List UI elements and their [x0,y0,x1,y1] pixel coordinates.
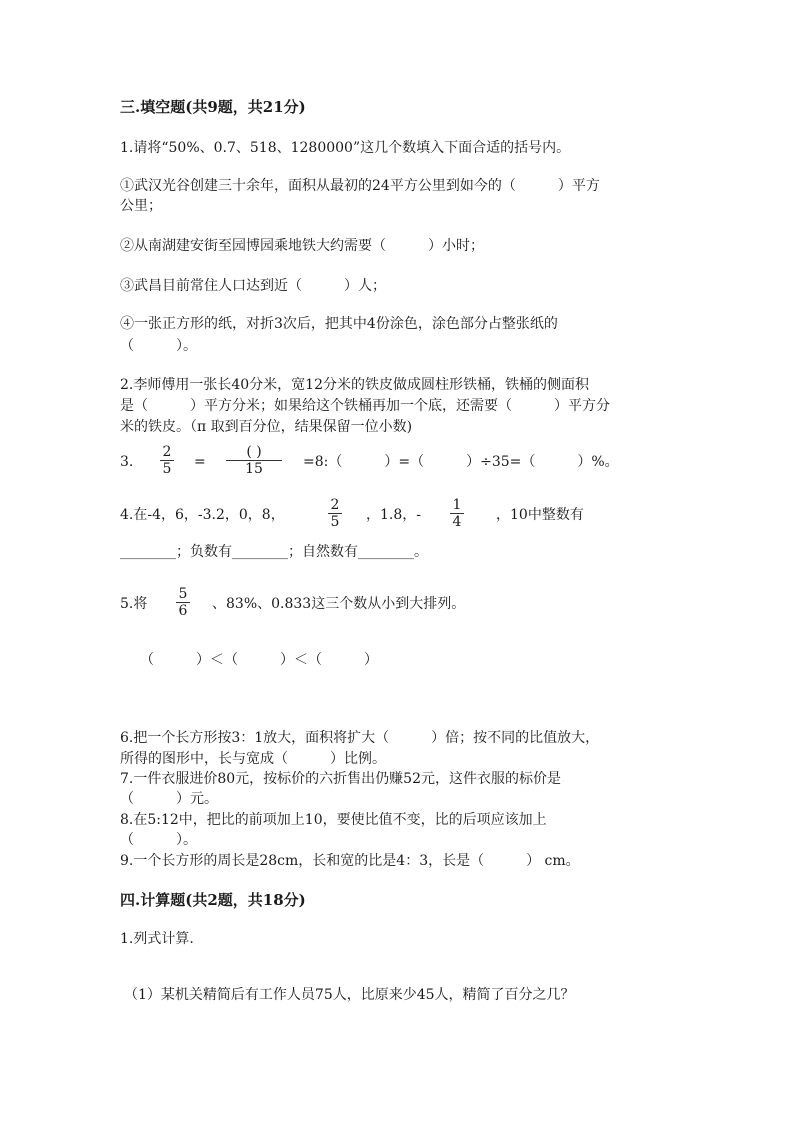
q4-fraction-1 [326,497,344,530]
q3-fraction-1 [158,444,176,477]
q5-fraction-numerator: 5 [178,586,188,602]
q2-line2: 是（ ）平方分米；如果给这个铁桶再加一个底，还需要（ ）平方分 [120,398,610,414]
q1a-line1: ①武汉光谷创建三十余年，面积从最初的24平方公里到如今的（ ）平方 [120,178,600,194]
q2-line1: 2.李师傅用一张长40分米，宽12分米的铁皮做成圆柱形铁桶，铁桶的侧面积 [120,377,589,393]
q4-part1: 4.在-4，6，-3.2，0，8， [120,507,285,523]
q1d-line1: ④一张正方形的纸，对折3次后，把其中4份涂色，涂色部分占整张纸的 [120,316,558,332]
s4-q1-stem: 1.列式计算. [120,931,194,947]
q1a-line2: 公里； [120,198,162,214]
q3-fraction-1-numerator: 2 [162,444,172,460]
q9-line1: 9.一个长方形的周长是28cm，长和宽的比是4：3，长是（ ） cm。 [120,853,580,869]
q3-fraction-2-denominator: 15 [245,461,263,477]
q8-line2: （ ）。 [120,832,197,848]
q6-line2: 所得的图形中，长与宽成（ ）比例。 [120,751,386,767]
section4-title: 四.计算题(共2题，共18分) [120,891,306,909]
q1b: ②从南湖建安街至园博园乘地铁大约需要（ ）小时； [120,238,484,254]
s4-q1-sub1: （1）某机关精简后有工作人员75人，比原来少45人，精简了百分之几？ [124,987,575,1003]
q4-fraction-1-numerator: 2 [330,497,340,513]
q3-rest: =8:（ ）=（ ）÷35=（ ）%。 [303,454,619,470]
q2-line3: 米的铁皮。（π 取到百分位，结果保留一位小数) [120,419,413,435]
q5-part2: 、83%、0.833这三个数从小到大排列。 [212,596,466,612]
q1-stem: 1.请将“50%、0.7、518、1280000”这几个数填入下面合适的括号内。 [120,140,571,156]
q3-fraction-2-numerator: ( ) [246,444,262,460]
q5-part1: 5.将 [120,596,148,612]
q8-line1: 8.在5:12中，把比的前项加上10，要使比值不变，比的后项应该加上 [120,812,547,828]
q6-line1: 6.把一个长方形按3：1放大，面积将扩大（ ）倍；按不同的比值放大， [120,730,600,746]
q1c: ③武昌目前常住人口达到近（ ）人； [120,278,386,294]
q7-line1: 7.一件衣服进价80元，按标价的六折售出仍赚52元，这件衣服的标价是 [120,771,561,787]
q3-fraction-2 [226,444,282,477]
q4-part2: ，1.8，- [366,507,421,523]
q5-fraction [174,586,192,619]
q3-equals: = [194,454,206,470]
q4-fraction-2-numerator: 1 [452,497,462,513]
section3-title: 三.填空题(共9题，共21分) [120,98,306,116]
q4-line2: ________；负数有________；自然数有________。 [120,544,428,560]
q4-part3: ，10中整数有 [496,507,584,523]
q5-answer: （ ）＜（ ）＜（ ） [140,652,378,668]
q7-line2: （ ）元。 [120,791,218,807]
q4-fraction-2 [448,497,466,530]
q4-fraction-2-denominator: 4 [452,514,462,530]
q5-fraction-denominator: 6 [178,603,188,619]
q1d-line2: （ ）。 [120,338,197,354]
q3-fraction-1-denominator: 5 [162,461,172,477]
q4-fraction-1-denominator: 5 [330,514,340,530]
q3-number: 3. [120,454,134,470]
